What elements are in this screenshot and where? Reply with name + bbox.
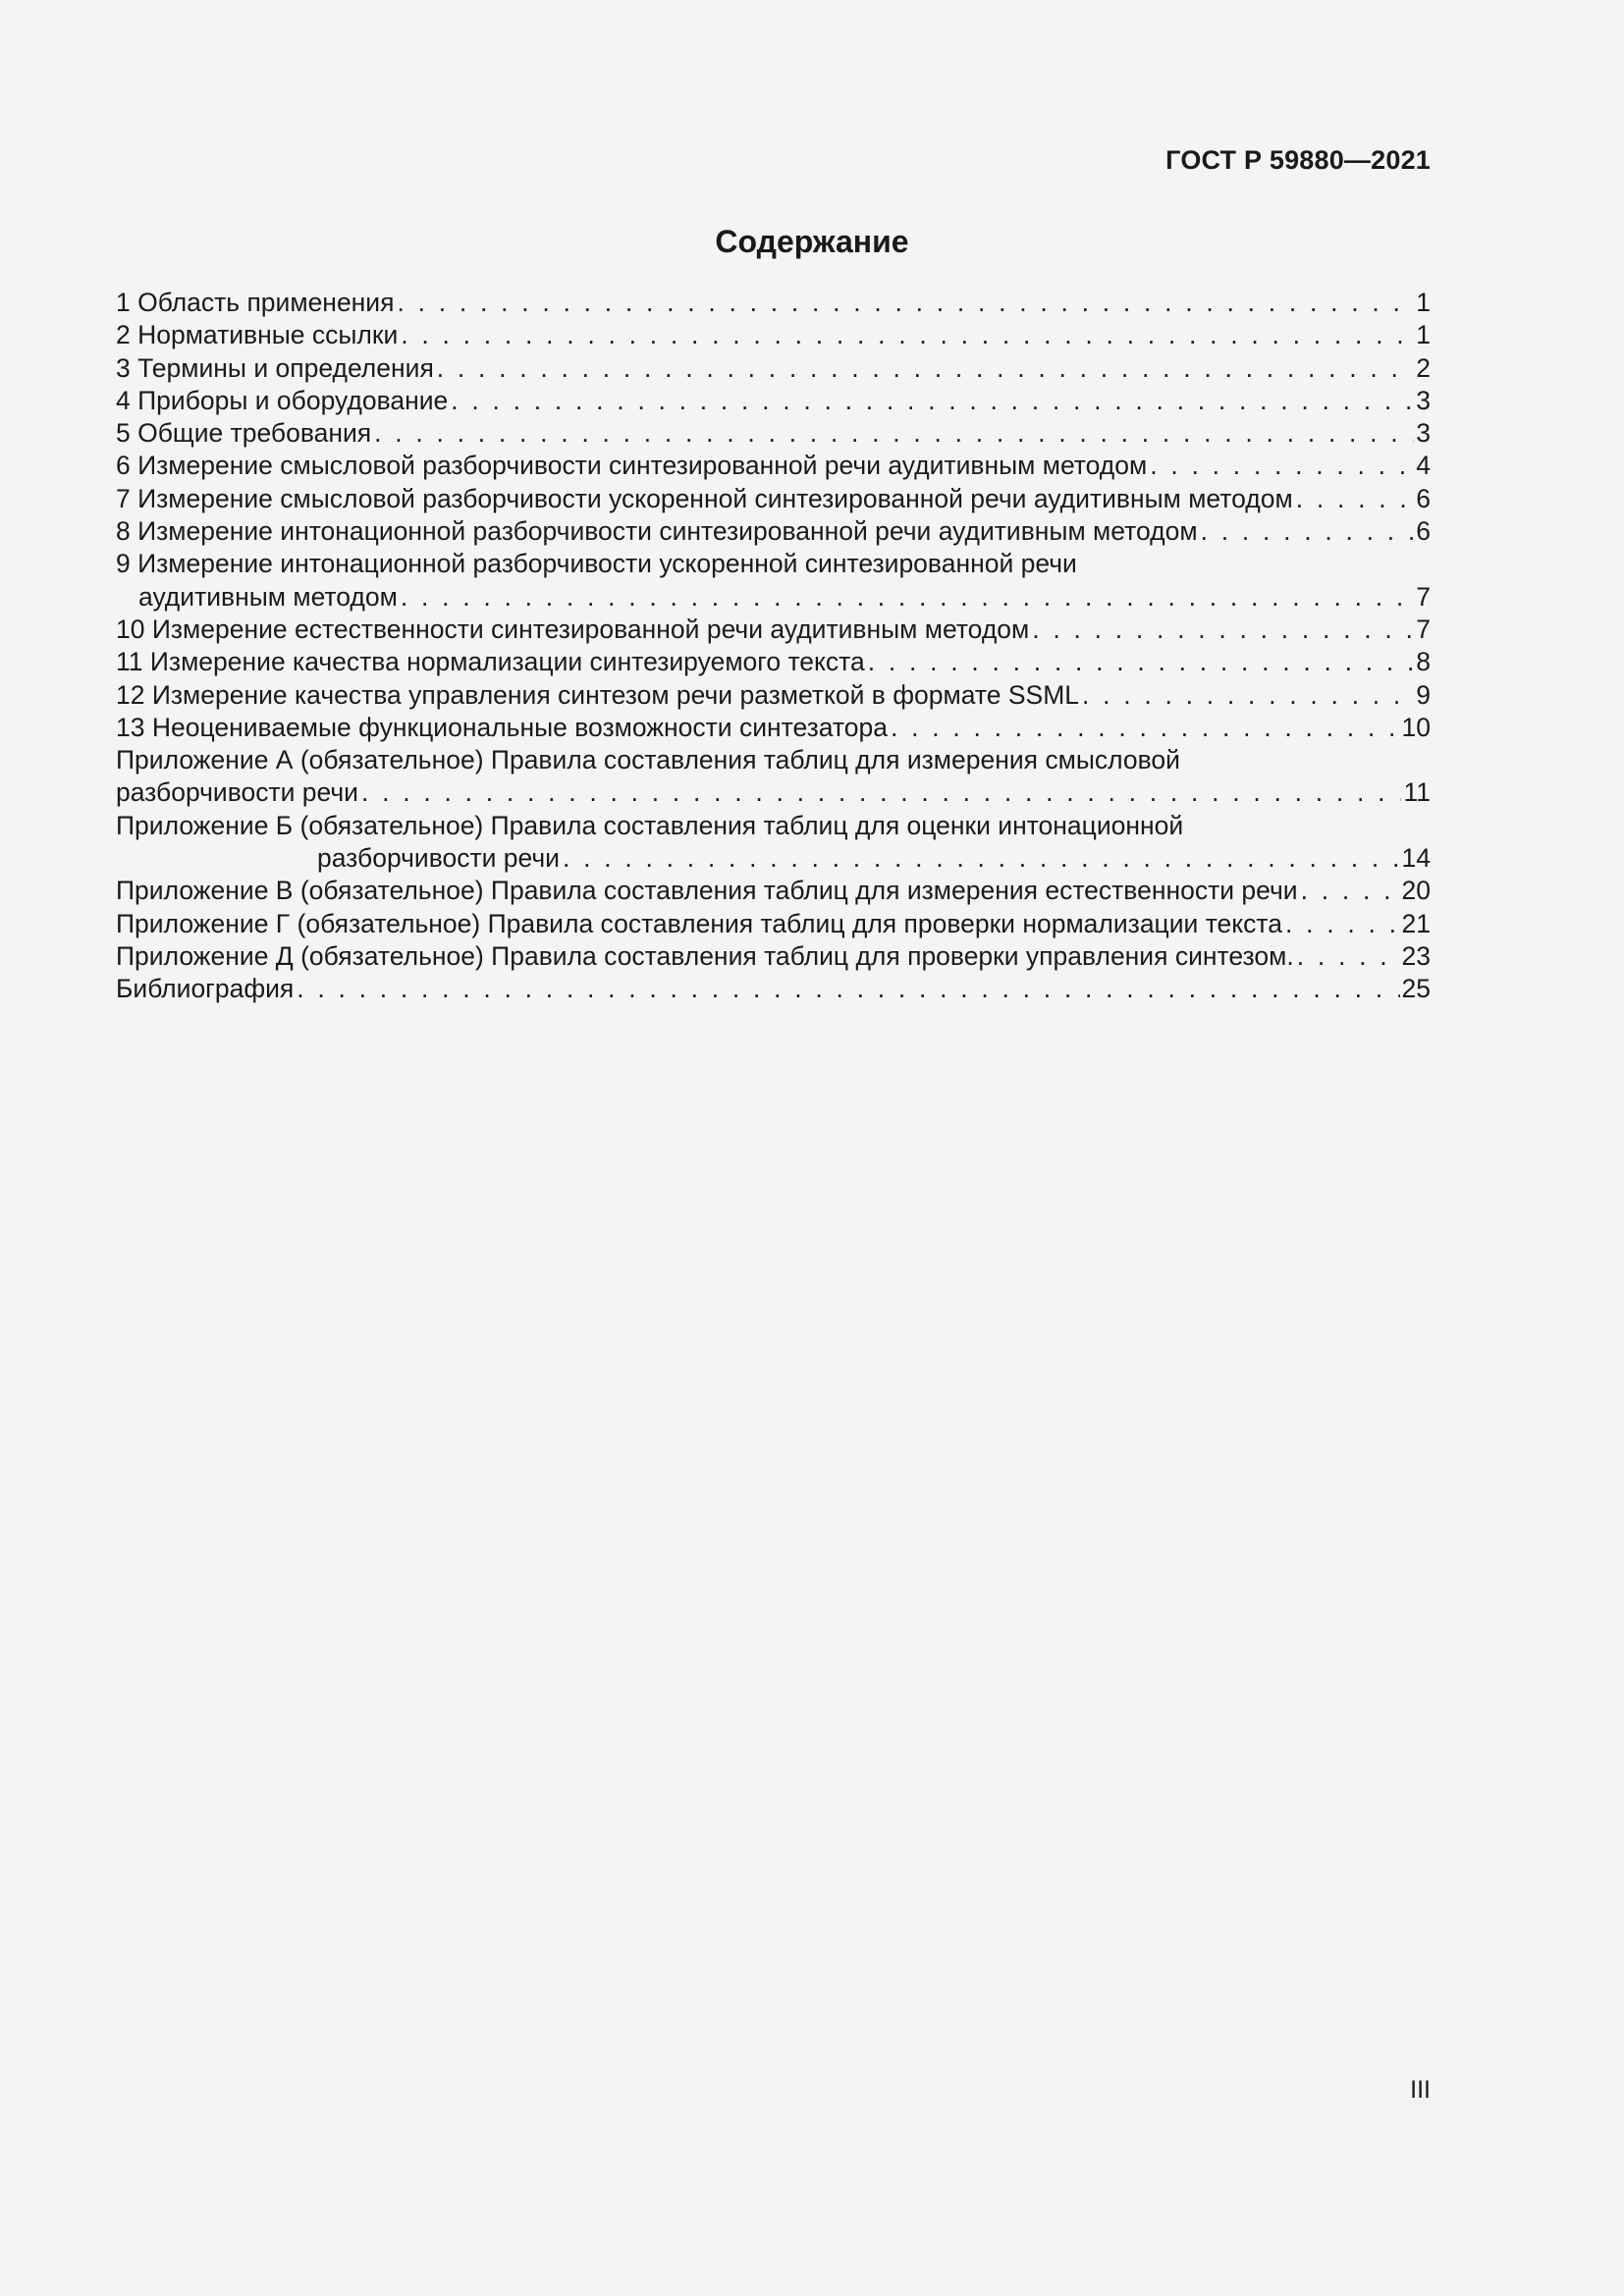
leader-dots xyxy=(1285,908,1400,940)
leader-dots xyxy=(1082,679,1414,712)
toc-entry-page: 20 xyxy=(1401,876,1431,906)
toc-entry[interactable] xyxy=(116,319,1431,351)
toc-entry-page: 4 xyxy=(1416,451,1431,481)
toc-entry-title: Приложение В (обязательное) Правила составления таблиц для измерения естественности речи xyxy=(116,876,1298,906)
toc-entry-page: 2 xyxy=(1416,352,1431,383)
leader-dots xyxy=(1297,940,1400,973)
toc-entry-title: 1 Область применения xyxy=(116,288,395,317)
toc-title: Содержание xyxy=(715,224,909,259)
toc-entry-title: 3 Термины и определения xyxy=(116,352,434,383)
leader-dots xyxy=(374,417,1414,450)
toc-entry-title: Приложение Г (обязательное) Правила составления таблиц для проверки нормализации текста xyxy=(116,908,1282,938)
toc-entry-page: 3 xyxy=(1416,418,1431,449)
toc-entry[interactable] xyxy=(116,287,1431,319)
toc-entry-page: 23 xyxy=(1401,940,1431,971)
toc-entry-title: 4 Приборы и оборудование xyxy=(116,385,449,415)
toc-entry-page: 11 xyxy=(1403,777,1431,808)
toc-entry-title: разборчивости речи xyxy=(317,843,560,874)
toc-entry-page: 9 xyxy=(1416,679,1431,710)
toc-entry-title: Приложение Д (обязательное) Правила составления таблиц для проверки управления синтезом. xyxy=(116,940,1294,971)
page-number: III xyxy=(1410,2076,1431,2104)
toc-entry-title: 7 Измерение смысловой разборчивости ускоренной синтезированной речи аудитивным методом xyxy=(116,483,1293,513)
toc-entry[interactable] xyxy=(116,450,1431,482)
leader-dots xyxy=(1296,483,1415,515)
toc-entry-page: 8 xyxy=(1416,647,1431,677)
toc-entry-page: 25 xyxy=(1401,974,1431,1004)
toc-entry[interactable] xyxy=(116,712,1431,744)
toc-entry[interactable] xyxy=(116,483,1431,515)
toc-entry-title: 12 Измерение качества управления синтезом речи разметкой в формате SSML xyxy=(116,679,1080,710)
leader-dots xyxy=(891,712,1400,744)
toc-entry-page: 6 xyxy=(1416,516,1431,547)
toc-entry[interactable] xyxy=(116,352,1431,385)
toc-entry-title: 13 Неоцениваемые функциональные возможности синтезатора xyxy=(116,712,888,742)
leader-dots xyxy=(437,352,1414,385)
leader-dots xyxy=(868,646,1414,678)
toc-entry-title: 6 Измерение смысловой разборчивости синтезированной речи аудитивным методом xyxy=(116,451,1148,481)
leader-dots xyxy=(361,776,1401,809)
toc-entry[interactable] xyxy=(116,875,1431,907)
toc-entry-title: аудитивным методом xyxy=(138,581,398,612)
toc-entry-first-line[interactable]: 9 Измерение интонационной разборчивости ускоренной синтезированной речи xyxy=(116,549,1077,579)
leader-dots xyxy=(297,973,1399,1005)
toc-entry-title: 11 Измерение качества нормализации синтезируемого текста xyxy=(116,647,865,677)
document-code: ГОСТ Р 59880—2021 xyxy=(1165,145,1431,175)
toc-entry-page: 1 xyxy=(1416,320,1431,350)
leader-dots xyxy=(1150,450,1414,482)
leader-dots xyxy=(397,287,1414,319)
toc-entry[interactable] xyxy=(116,614,1431,646)
toc-entry[interactable] xyxy=(116,515,1431,548)
toc-entry[interactable] xyxy=(116,973,1431,1005)
toc-entry-page: 6 xyxy=(1416,483,1431,513)
leader-dots xyxy=(563,842,1400,875)
toc-entry[interactable] xyxy=(116,646,1431,678)
leader-dots xyxy=(401,319,1414,351)
toc-entry[interactable] xyxy=(116,581,1431,614)
toc-entry-page: 10 xyxy=(1401,712,1431,742)
toc-entry-page: 7 xyxy=(1416,581,1431,612)
toc-entry-title: 5 Общие требования xyxy=(116,418,372,449)
toc-entry-page: 14 xyxy=(1401,843,1431,874)
toc-entry-page: 7 xyxy=(1416,614,1431,644)
toc-entry-first-line[interactable]: Приложение А (обязательное) Правила составления таблиц для измерения смысловой xyxy=(116,745,1180,775)
toc-entry[interactable] xyxy=(116,679,1431,712)
toc-entry[interactable] xyxy=(116,776,1431,809)
toc-entry[interactable] xyxy=(116,417,1431,450)
toc-entry-page: 21 xyxy=(1401,908,1431,938)
toc-entry-page: 1 xyxy=(1416,288,1431,317)
leader-dots xyxy=(1201,515,1415,548)
toc-entry-title: 8 Измерение интонационной разборчивости синтезированной речи аудитивным методом xyxy=(116,516,1198,547)
table-of-contents xyxy=(116,287,1431,1006)
toc-entry-title: 10 Измерение естественности синтезированной речи аудитивным методом xyxy=(116,614,1030,644)
toc-entry-title: 2 Нормативные ссылки xyxy=(116,320,399,350)
toc-entry-title: Библиография xyxy=(116,974,295,1004)
toc-entry[interactable] xyxy=(116,842,1431,875)
leader-dots xyxy=(1032,614,1414,646)
leader-dots xyxy=(401,581,1414,614)
toc-entry[interactable] xyxy=(116,908,1431,940)
toc-entry[interactable] xyxy=(116,940,1431,973)
leader-dots xyxy=(1301,875,1400,907)
toc-entry[interactable] xyxy=(116,385,1431,417)
toc-entry-page: 3 xyxy=(1416,385,1431,415)
leader-dots xyxy=(451,385,1414,417)
toc-entry-title: разборчивости речи xyxy=(116,777,358,808)
toc-entry-first-line[interactable]: Приложение Б (обязательное) Правила составления таблиц для оценки интонационной xyxy=(116,810,1184,840)
